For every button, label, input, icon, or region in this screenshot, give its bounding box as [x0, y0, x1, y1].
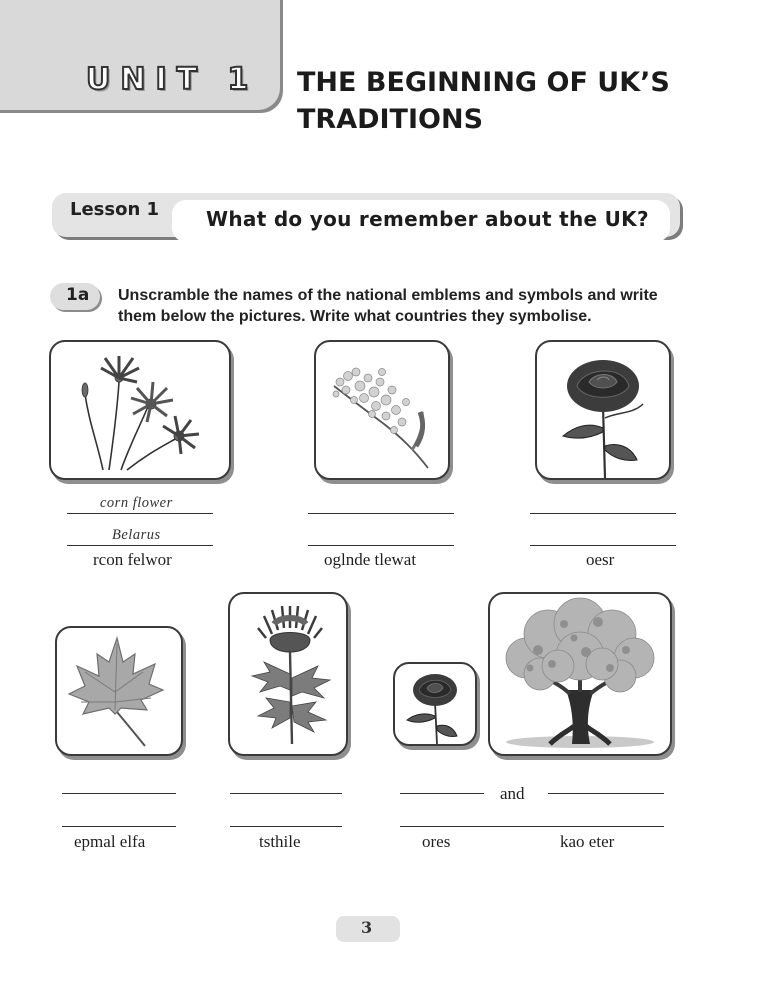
- answer-line[interactable]: [308, 545, 454, 546]
- scrambled-word: tsthile: [259, 832, 301, 851]
- answer-line[interactable]: [230, 826, 342, 827]
- answer-country: Belarus: [112, 527, 161, 543]
- picture-frame-small-rose: [393, 662, 477, 746]
- answer-line[interactable]: [62, 793, 176, 794]
- picture-frame-cornflower: [49, 340, 231, 480]
- page-number: 3: [361, 918, 373, 937]
- scrambled-word: oesr: [586, 550, 615, 569]
- answer-line[interactable]: [530, 545, 676, 546]
- lesson-label: Lesson 1: [70, 199, 160, 220]
- picture-frame-thistle: [228, 592, 348, 756]
- rose-icon: [537, 342, 669, 478]
- scrambled-word: ores: [422, 832, 451, 851]
- exercise-instruction: Unscramble the names of the national emblems and symbols and write them below the pictures. Write what countries they symbolise.: [118, 287, 658, 325]
- answer-line[interactable]: [230, 793, 342, 794]
- small-rose-icon: [395, 664, 475, 744]
- oak-tree-icon: [490, 594, 670, 754]
- lesson-title: What do you remember about the UK?: [206, 207, 649, 231]
- answer-name: corn flower: [100, 495, 173, 511]
- picture-frame-maple: [55, 626, 183, 756]
- answer-line[interactable]: [400, 826, 664, 827]
- picture-frame-oak: [488, 592, 672, 756]
- answer-line[interactable]: [400, 793, 484, 794]
- answer-line[interactable]: [530, 513, 676, 514]
- answer-line[interactable]: [308, 513, 454, 514]
- scrambled-word: kao eter: [560, 832, 615, 851]
- scrambled-word: rcon felwor: [93, 550, 172, 569]
- unit-title: THE BEGINNING OF UK’S TRADITIONS: [297, 67, 670, 135]
- unit-label: UNIT 1: [86, 62, 259, 97]
- connector-word: and: [500, 784, 525, 803]
- maple-leaf-icon: [57, 628, 181, 754]
- picture-frame-rose: [535, 340, 671, 480]
- scrambled-word: epmal elfa: [74, 832, 146, 851]
- answer-line[interactable]: [62, 826, 176, 827]
- cornflower-icon: [51, 342, 229, 478]
- answer-line[interactable]: [67, 513, 213, 514]
- golden-wattle-icon: [316, 342, 448, 478]
- picture-frame-wattle: [314, 340, 450, 480]
- exercise-number: 1a: [66, 285, 90, 305]
- thistle-icon: [230, 594, 346, 754]
- answer-line[interactable]: [548, 793, 664, 794]
- scrambled-word: oglnde tlewat: [324, 550, 417, 569]
- answer-line[interactable]: [67, 545, 213, 546]
